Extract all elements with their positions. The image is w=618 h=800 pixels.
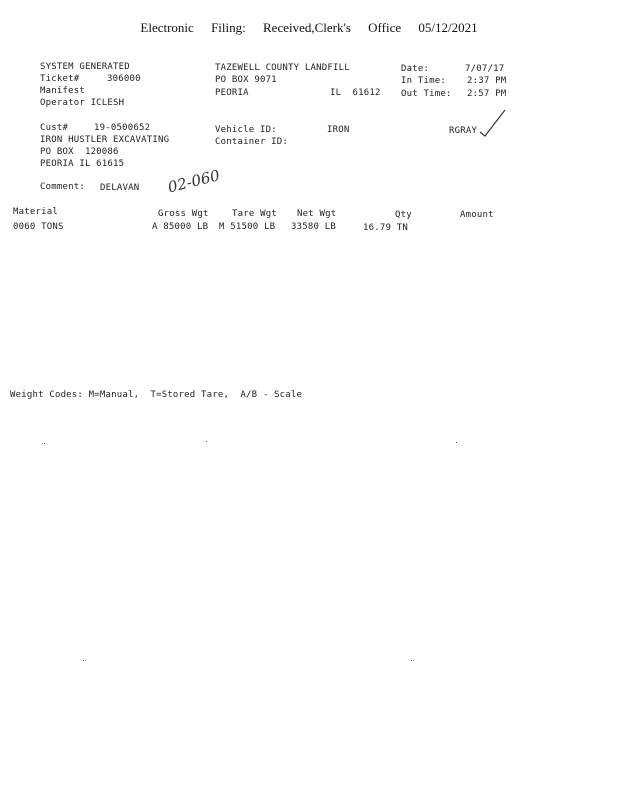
container-label: Container ID: [215,137,289,147]
company-state-zip: IL 61612 [330,88,381,98]
filing-header [0,20,618,36]
out-time-value: 2:57 PM [467,89,507,99]
handwritten-code: 02-060 [166,166,222,197]
checkmark-icon [478,108,508,138]
ticket-number: 306000 [107,74,141,84]
row-net-wgt: 33580 LB [291,222,336,232]
header-tare-wgt: Tare Wgt [232,209,277,219]
filing-header-part4: Office [368,20,402,35]
company-name: TAZEWELL COUNTY LANDFILL [215,63,350,73]
date-label: Date: [401,64,430,74]
row-gross-wgt: A 85000 LB [152,222,209,232]
operator-label: Operator ICLESH [40,98,125,108]
customer-name: IRON HUSTLER EXCAVATING [40,135,170,145]
comment-value: DELAVAN [100,183,140,193]
cust-number: 19-0500652 [94,123,151,133]
filing-header-part3: Received,Clerk's [263,20,351,35]
in-time-label: In Time: [401,76,446,86]
comment-label: Comment: [40,182,85,192]
system-generated: SYSTEM GENERATED [40,62,130,72]
row-tare-wgt: M 51500 LB [219,222,276,232]
customer-city: PEORIA IL 61615 [40,159,125,169]
scan-speck [411,660,412,661]
row-material: 0060 TONS [13,222,64,232]
filing-header-part2: Filing: [211,20,246,35]
header-gross-wgt: Gross Wgt [158,209,209,219]
header-amount: Amount [460,210,494,220]
date-value: 7/07/17 [465,64,505,74]
vehicle-label: Vehicle ID: [215,125,277,135]
company-po-box: PO BOX 9071 [215,75,277,85]
scan-speck [206,441,207,442]
signature-initials: RGRAY [449,126,478,136]
scan-speck [44,443,45,444]
filing-header-date: 05/12/2021 [418,20,478,35]
vehicle-value: IRON [327,125,350,135]
scan-speck [456,442,457,443]
filing-header-part1: Electronic [140,20,194,35]
row-qty: 16.79 TN [363,223,408,233]
customer-po-box: PO BOX 120086 [40,147,119,157]
manifest-label: Manifest [40,86,85,96]
header-net-wgt: Net Wgt [297,209,337,219]
weight-codes-legend: Weight Codes: M=Manual, T=Stored Tare, A/B - Scale [10,390,303,400]
scan-speck [83,660,84,661]
header-qty: Qty [395,210,412,220]
header-material: Material [13,207,58,217]
company-city: PEORIA [215,88,249,98]
ticket-label: Ticket# [40,74,80,84]
cust-label: Cust# [40,123,69,133]
out-time-label: Out Time: [401,89,452,99]
in-time-value: 2:37 PM [467,76,507,86]
